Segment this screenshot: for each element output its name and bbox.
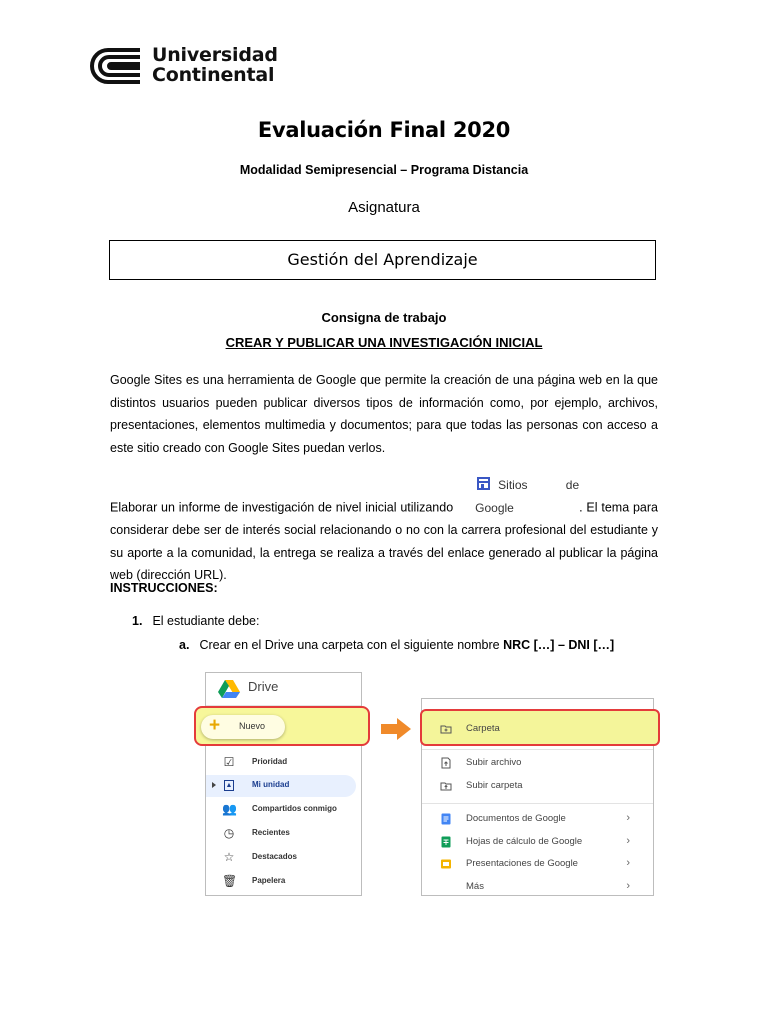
course-name-box: Gestión del Aprendizaje [109,240,656,280]
menu-item-label: Subir carpeta [466,780,523,791]
consigna-heading: Consigna de trabajo [321,310,447,325]
shared-icon: 👥 [222,802,237,816]
drive-nav-label: Mi unidad [252,780,290,789]
menu-item-label: Presentaciones de Google [466,858,578,869]
intro-paragraph: Google Sites es una herramienta de Google que permite la creación de una página web en la que distintos usuarios pueden publicar diversos tipos de información como, por ejemplo, archivos, presentaciones, elementos multimedia y documentos; para que todas las personas con acceso a este sitio creado con Google Sites puedan verlos. [110,373,658,455]
menu-item-google-sheets[interactable] [422,832,654,852]
document-title: Evaluación Final 2020 [257,118,511,142]
drive-nav-label: Recientes [252,828,290,837]
chevron-right-icon: › [626,835,630,847]
drive-nav-priority[interactable] [206,752,362,774]
drive-nav-label: Destacados [252,852,297,861]
google-drive-icon [218,679,240,699]
assignment-title-text: CREAR Y PUBLICAR UNA INVESTIGACIÓN INICIAL [225,335,543,350]
plus-icon: + [209,715,221,736]
right-arrow-icon [381,718,411,740]
drive-nav-starred[interactable] [206,847,362,869]
drive-nav-recent[interactable] [206,823,362,845]
new-folder-icon [440,723,452,735]
menu-item-google-docs[interactable] [422,809,654,829]
instruction-item-a-text: Crear en el Drive una carpeta con el siguiente nombre [199,638,500,652]
document-subtitle: Modalidad Semipresencial – Programa Distancia [239,163,529,177]
new-button-highlight [194,706,370,746]
menu-item-upload-folder[interactable] [422,776,654,796]
drive-nav-trash[interactable] [206,871,362,893]
instruction-item-1-text: El estudiante debe: [152,614,260,628]
my-drive-icon: ▲ [225,782,233,789]
university-logo-icon [90,46,144,86]
google-sheets-icon [440,836,452,848]
menu-item-label: Hojas de cálculo de Google [466,836,583,847]
instruction-item-a [179,638,614,652]
task-paragraph [110,474,658,587]
drive-new-menu-screenshot [421,698,654,896]
instructions-heading: INSTRUCCIONES: [110,581,218,595]
google-slides-icon [440,858,452,870]
menu-item-upload-file[interactable] [422,753,654,773]
drive-sidebar-screenshot [205,672,362,896]
drive-title: Drive [248,679,279,694]
google-sites-chip [475,474,579,519]
chevron-right-icon: › [626,812,630,824]
drive-nav-label: Compartidos conmigo [252,804,337,813]
upload-file-icon [440,757,452,769]
menu-item-folder[interactable] [422,719,654,739]
menu-divider [422,803,653,804]
logo-text-line2: Continental [152,64,275,86]
menu-divider [422,749,653,750]
drive-nav-shared[interactable] [206,799,362,821]
assignment-title [0,335,768,350]
instruction-item-1 [132,614,259,628]
folder-name-format: NRC […] – DNI […] [503,638,615,652]
drive-nav-label: Prioridad [252,757,288,766]
chevron-right-icon: › [626,857,630,869]
university-logo [90,44,290,88]
recent-icon: ◷ [223,826,235,840]
new-button[interactable] [201,715,285,739]
trash-icon: 🗑 [222,874,238,888]
drive-nav-my-drive[interactable] [206,775,356,797]
task-text-after: . El tema para considerar debe ser de interés social relacionando o no con la carrera profesional del estudiante y su aporte a la comunidad, la entrega se realiza a través del enlace generado al publicar la página web (dirección URL). [110,500,658,582]
instruction-item-a-letter: a. [179,638,190,652]
priority-icon: ☑ [223,755,235,769]
google-sites-icon [477,477,490,490]
google-sites-label: Sitios de Google [475,478,580,515]
menu-item-label: Más [466,881,484,892]
upload-folder-icon [440,780,452,792]
chevron-right-icon: › [626,880,630,892]
star-icon: ☆ [223,850,235,864]
menu-item-label: Carpeta [466,723,500,734]
menu-item-google-slides[interactable] [422,854,654,874]
new-button-label: Nuevo [239,721,266,731]
expand-caret-icon [212,782,216,788]
task-text-before: Elaborar un informe de investigación de nivel inicial utilizando [110,500,454,515]
menu-item-label: Documentos de Google [466,813,566,824]
drive-nav-label: Papelera [252,876,286,885]
menu-item-label: Subir archivo [466,757,522,768]
menu-item-more[interactable] [422,877,654,897]
instruction-item-1-number: 1. [132,614,143,628]
logo-text-line1: Universidad [152,44,278,66]
subject-label: Asignatura [348,199,420,216]
google-docs-icon [440,813,452,825]
